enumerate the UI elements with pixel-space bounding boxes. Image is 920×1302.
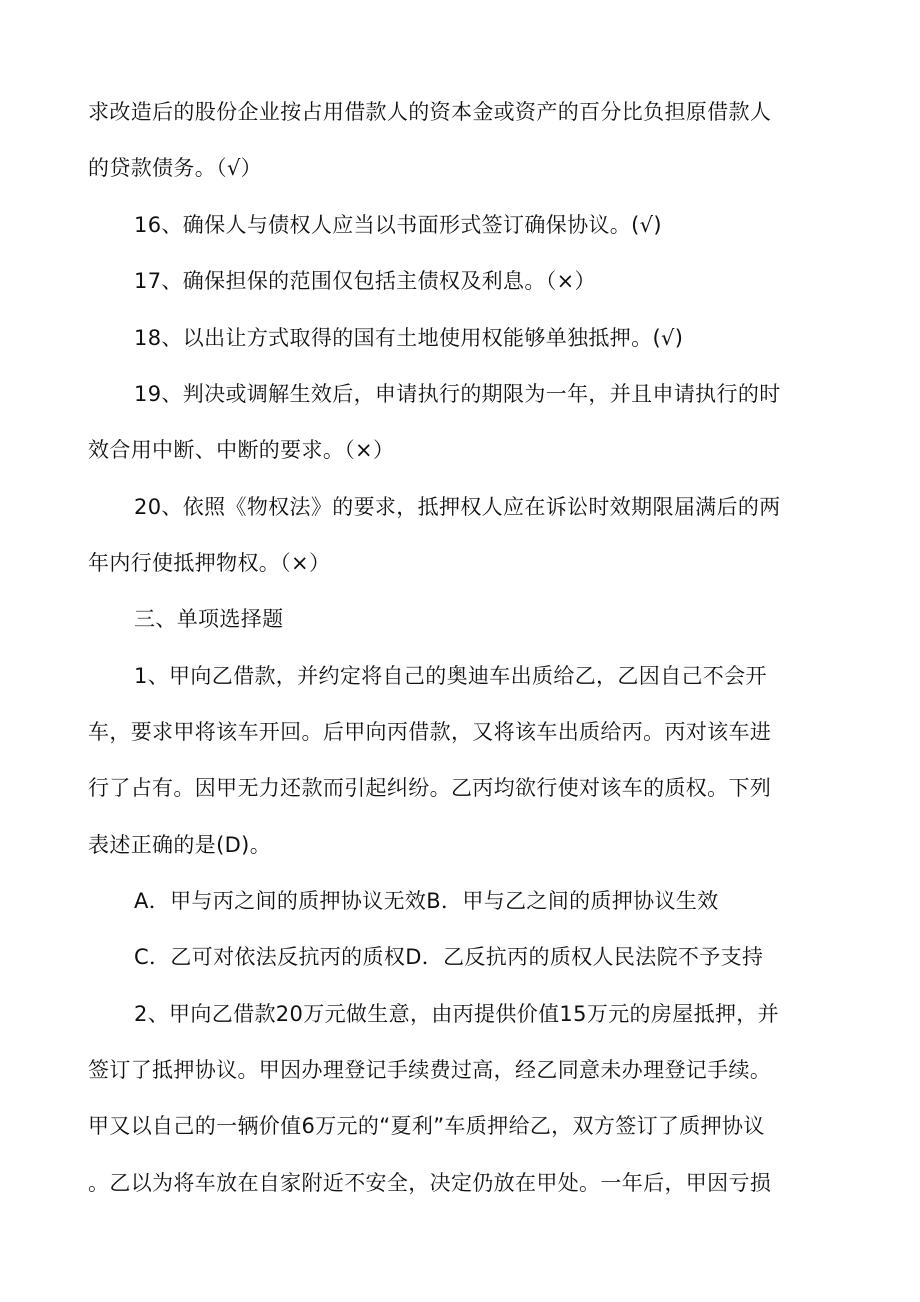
text-line-2: 的贷款债务。（√） — [88, 156, 263, 180]
question-2-line-3: 甲又以自己的一辆价值6万元的“夏利”车质押给乙，双方签订了质押协议 — [88, 1114, 765, 1138]
text-line-1: 求改造后的股份企业按占用借款人的资本金或资产的百分比负担原借款人 — [88, 100, 772, 124]
question-2-line-2: 签订了抵押协议。甲因办理登记手续费过高，经乙同意未办理登记手续。 — [88, 1058, 772, 1082]
options-a-b: A．甲与丙之间的质押协议无效B．甲与乙之间的质押协议生效 — [134, 889, 719, 913]
question-1: 1、甲向乙借款，并约定将自己的奥迪车出质给乙，乙因自己不会开 — [134, 664, 767, 688]
item-20: 20、依照《物权法》的要求，抵押权人应在诉讼时效期限届满后的两 — [134, 495, 781, 519]
item-17: 17、确保担保的范围仅包括主债权及利息。（×） — [134, 269, 596, 293]
question-2-line-4: 。乙以为将车放在自家附近不安全，决定仍放在甲处。一年后，甲因亏损 — [88, 1171, 772, 1195]
item-19-cont: 效合用中断、中断的要求。（×） — [88, 438, 395, 462]
question-1-line-3: 行了占有。因甲无力还款而引起纠纷。乙丙均欲行使对该车的质权。下列 — [88, 776, 772, 800]
item-18: 18、以出让方式取得的国有土地使用权能够单独抵押。(√) — [134, 326, 684, 350]
item-19: 19、判决或调解生效后，申请执行的期限为一年，并且申请执行的时 — [134, 382, 781, 406]
item-16: 16、确保人与债权人应当以书面形式签订确保协议。(√) — [134, 213, 662, 237]
question-2: 2、甲向乙借款20万元做生意，由丙提供价值15万元的房屋抵押，并 — [134, 1002, 780, 1026]
question-1-line-4: 表述正确的是(D)。 — [88, 833, 272, 857]
options-c-d: C．乙可对依法反抗丙的质权D．乙反抗丙的质权人民法院不予支持 — [134, 945, 764, 969]
item-20-cont: 年内行使抵押物权。（×） — [88, 551, 331, 575]
question-1-line-2: 车，要求甲将该车开回。后甲向丙借款，又将该车出质给丙。丙对该车进 — [88, 720, 772, 744]
section-heading: 三、单项选择题 — [134, 607, 284, 631]
